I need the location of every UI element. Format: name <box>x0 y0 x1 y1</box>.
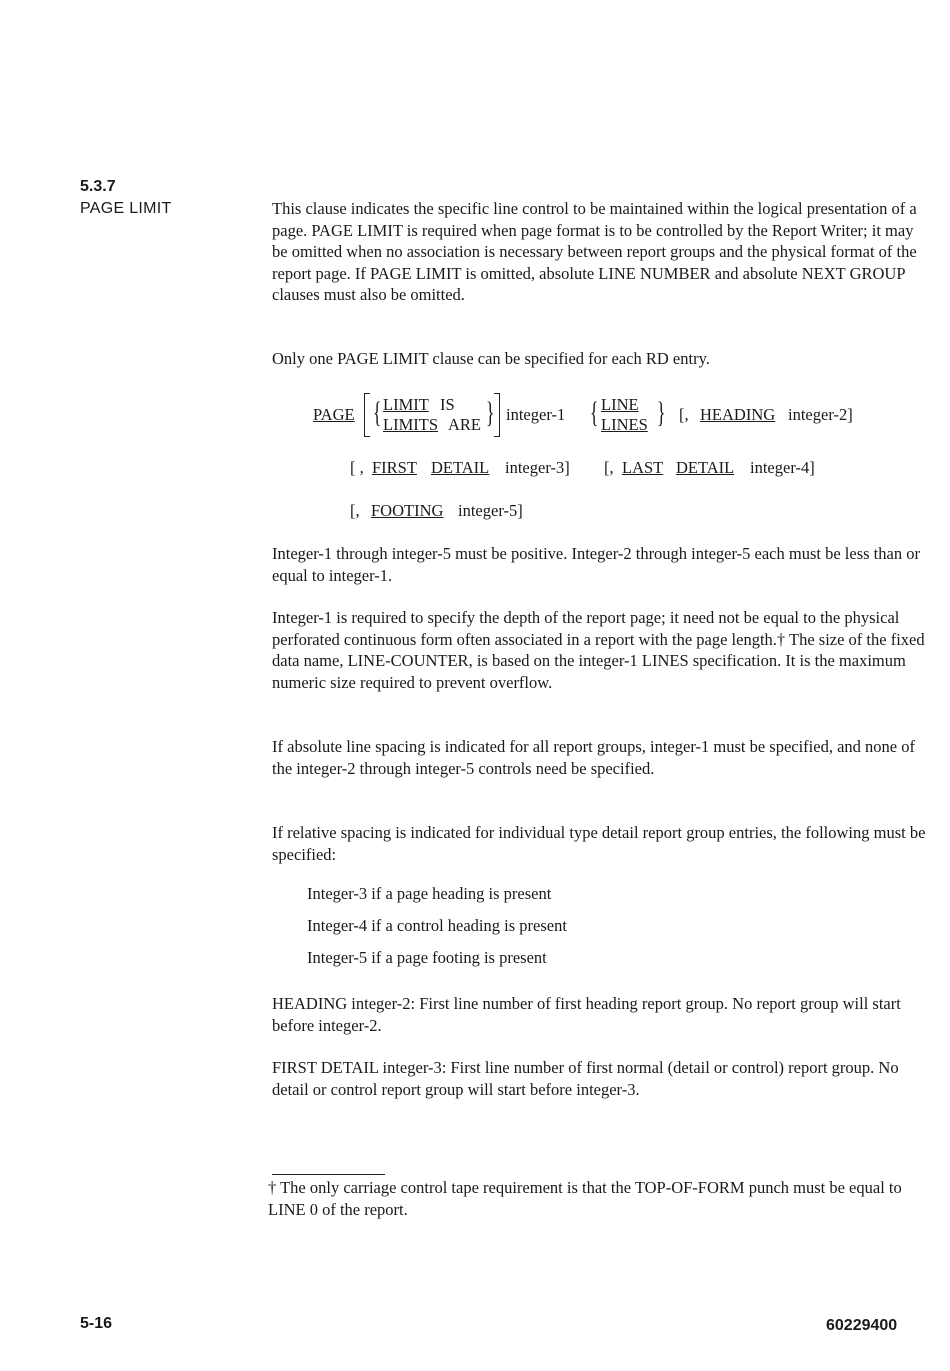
format-lines-keyword: LINES <box>601 415 648 434</box>
footnote: † The only carriage control tape requirement is that the TOP-OF-FORM punch must be equal to LINE 0 of the report. <box>268 1178 902 1219</box>
list-item: Integer-3 if a page heading is present <box>307 884 552 903</box>
format-footing-open: [, <box>350 501 360 520</box>
paragraph-intro: This clause indicates the specific line control to be maintained within the logical presentation of a page. PAGE LIMIT is required when page format is to be controlled by the Report Writer; it may be omitted when no association is necessary between report groups and the physical format of the report page. If PAGE LIMIT is omitted, absolute LINE NUMBER and absolute NEXT GROUP clauses must also be omitted. <box>272 199 917 304</box>
format-first-open: [ , <box>350 458 364 477</box>
format-last-detail-keyword: DETAIL <box>676 458 735 477</box>
paragraph-absolute-spacing: If absolute line spacing is indicated for all report groups, integer-1 must be specified, and none of the integer-2 through integer-5 controls need be specified. <box>272 737 915 778</box>
right-brace-icon: } <box>656 396 666 429</box>
format-is-keyword: IS <box>440 395 455 414</box>
left-bracket-icon <box>364 393 370 437</box>
section-title: PAGE LIMIT <box>80 200 172 217</box>
section-number: 5.3.7 <box>80 178 116 195</box>
paragraph-one-clause: Only one PAGE LIMIT clause can be specified for each RD entry. <box>272 349 710 368</box>
right-bracket-icon <box>494 393 500 437</box>
format-first-keyword: FIRST <box>372 458 417 477</box>
left-brace-icon: { <box>589 396 599 429</box>
left-brace-icon: { <box>372 396 382 429</box>
format-integer-1: integer-1 <box>506 405 566 424</box>
format-detail-keyword: DETAIL <box>431 458 490 477</box>
format-limits-keyword: LIMITS <box>383 415 438 434</box>
paragraph-heading-integer: HEADING integer-2: First line number of first heading report group. No report group will start before integer-2. <box>272 994 901 1035</box>
paragraph-first-detail: FIRST DETAIL integer-3: First line number of first normal (detail or control) report group. No detail or control report group will start before integer-3. <box>272 1058 899 1099</box>
format-limit-keyword: LIMIT <box>383 395 429 414</box>
format-heading-integer: integer-2] <box>788 405 853 424</box>
document-number: 60229400 <box>826 1317 898 1334</box>
format-footing-integer: integer-5] <box>458 501 523 520</box>
format-last-integer: integer-4] <box>750 458 815 477</box>
format-first-integer: integer-3] <box>505 458 570 477</box>
format-line-keyword: LINE <box>601 395 639 414</box>
format-last-keyword: LAST <box>622 458 664 477</box>
format-heading-keyword: HEADING <box>700 405 776 424</box>
format-last-open: [, <box>604 458 614 477</box>
list-item: Integer-4 if a control heading is present <box>307 916 567 935</box>
format-page-keyword: PAGE <box>313 405 355 424</box>
right-brace-icon: } <box>485 396 495 429</box>
page-number: 5-16 <box>80 1315 113 1332</box>
list-item: Integer-5 if a page footing is present <box>307 948 547 967</box>
format-are-keyword: ARE <box>448 415 481 434</box>
paragraph-relative-spacing: If relative spacing is indicated for individual type detail report group entries, the following must be specified: <box>272 823 926 864</box>
format-heading-open: [, <box>679 405 689 424</box>
paragraph-depth: Integer-1 is required to specify the depth of the report page; it need not be equal to the physical perforated continuous form often associated in a report with the page length.† The size of the fixed data name, LINE-COUNTER, is based on the integer-1 LINES specification. It is the maximum numeric size required to prevent overflow. <box>272 608 925 692</box>
paragraph-positive: Integer-1 through integer-5 must be positive. Integer-2 through integer-5 each must be less than or equal to integer-1. <box>272 544 920 585</box>
footnote-divider <box>272 1174 385 1175</box>
format-footing-keyword: FOOTING <box>371 501 444 520</box>
